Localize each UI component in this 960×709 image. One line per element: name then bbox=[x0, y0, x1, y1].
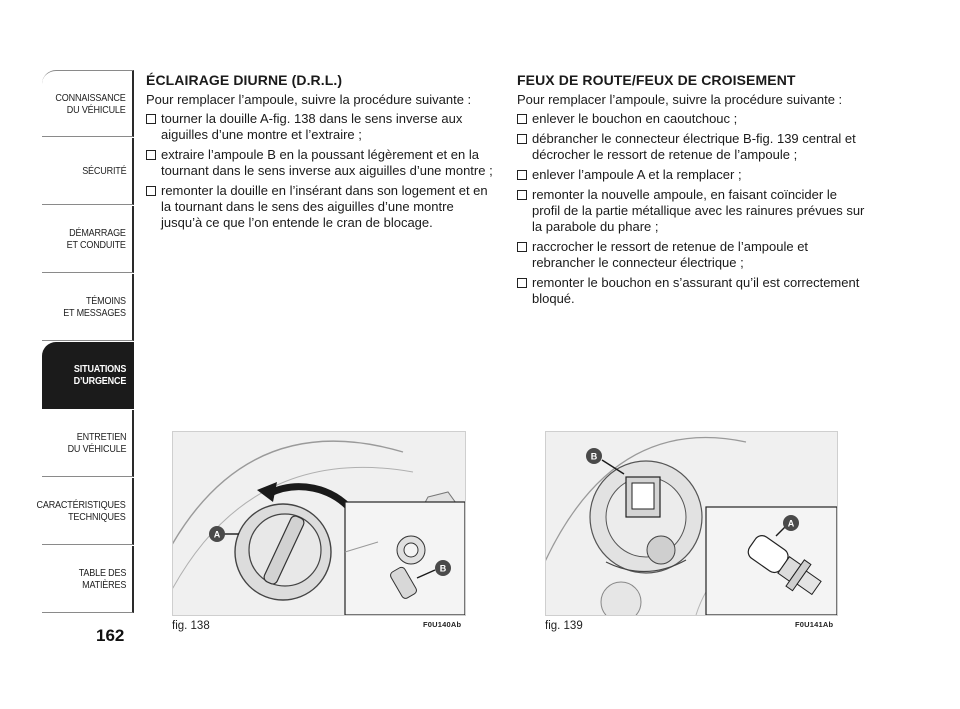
tab-situations-d-urgence[interactable] bbox=[42, 342, 134, 409]
figure-139-code: F0U141Ab bbox=[795, 620, 834, 629]
list-item: tourner la douille A-fig. 138 dans le sens inverse aux aiguilles d’une montre et l’extraire ; bbox=[146, 111, 496, 143]
right-section bbox=[517, 72, 867, 311]
tab-label: CARACTÉRISTIQUES TECHNIQUES bbox=[36, 499, 126, 523]
figure-139-illustration bbox=[545, 431, 838, 616]
tab-temoins-et-messages[interactable] bbox=[42, 274, 134, 341]
section-intro: Pour remplacer l’ampoule, suivre la procédure suivante : bbox=[146, 92, 472, 107]
tab-label: CONNAISSANCE DU VÉHICULE bbox=[55, 91, 126, 116]
tab-connaissance-du-vehicule[interactable] bbox=[42, 70, 134, 137]
figure-139-caption: fig. 139 bbox=[545, 620, 583, 632]
checkbox-bullet-icon bbox=[517, 134, 527, 144]
callout-a: A bbox=[213, 529, 221, 540]
tab-label: SÉCURITÉ bbox=[81, 165, 126, 177]
section-title: ÉCLAIRAGE DIURNE (D.R.L.) bbox=[146, 72, 343, 88]
checkbox-bullet-icon bbox=[146, 114, 156, 124]
callout-b: B bbox=[439, 563, 447, 574]
tab-securite[interactable] bbox=[42, 138, 134, 205]
figure-138-caption: fig. 138 bbox=[172, 620, 210, 632]
drl-socket-illustration bbox=[173, 432, 465, 615]
section-intro: Pour remplacer l’ampoule, suivre la procédure suivante : bbox=[517, 92, 843, 107]
list-item: extraire l’ampoule B en la poussant légèrement et en la tournant dans le sens inverse aux aiguilles d’une montre ; bbox=[146, 147, 496, 179]
checkbox-bullet-icon bbox=[517, 242, 527, 252]
tab-label: ENTRETIEN DU VÉHICULE bbox=[67, 431, 126, 455]
step-list bbox=[146, 111, 496, 231]
list-item: raccrocher le ressort de retenue de l’ampoule et rebrancher le connecteur électrique ; bbox=[517, 239, 867, 271]
callout-b: B bbox=[590, 451, 598, 462]
checkbox-bullet-icon bbox=[517, 114, 527, 124]
checkbox-bullet-icon bbox=[517, 170, 527, 180]
callout-a: A bbox=[787, 518, 795, 529]
tab-label: SITUATIONS D’URGENCE bbox=[73, 363, 126, 387]
list-item: enlever l’ampoule A et la remplacer ; bbox=[517, 167, 867, 183]
step-list bbox=[517, 111, 867, 307]
section-title: FEUX DE ROUTE/FEUX DE CROISEMENT bbox=[517, 72, 796, 88]
tab-label: TABLE DES MATIÈRES bbox=[78, 567, 126, 591]
tab-caracteristiques-techniques[interactable] bbox=[36, 478, 134, 545]
checkbox-bullet-icon bbox=[146, 186, 156, 196]
checkbox-bullet-icon bbox=[146, 150, 156, 160]
checkbox-bullet-icon bbox=[517, 278, 527, 288]
page-number: 162 bbox=[96, 626, 125, 645]
tab-table-des-matieres[interactable] bbox=[42, 546, 134, 613]
tab-entretien-du-vehicule[interactable] bbox=[42, 410, 134, 477]
chapter-sidebar bbox=[36, 70, 134, 614]
headlamp-bulb-illustration bbox=[546, 432, 837, 615]
tab-label: DÉMARRAGE ET CONDUITE bbox=[66, 227, 126, 251]
list-item: enlever le bouchon en caoutchouc ; bbox=[517, 111, 867, 127]
figure-138-illustration bbox=[172, 431, 466, 616]
list-item: débrancher le connecteur électrique B-fig. 139 central et décrocher le ressort de retenue de l’ampoule ; bbox=[517, 131, 867, 163]
list-item: remonter le bouchon en s’assurant qu’il est correctement bloqué. bbox=[517, 275, 867, 307]
tab-label: TÉMOINS ET MESSAGES bbox=[63, 295, 126, 319]
list-item: remonter la nouvelle ampoule, en faisant coïncider le profil de la partie métallique avec les rainures prévues sur la parabole du phare ; bbox=[517, 187, 867, 235]
list-item: remonter la douille en l’insérant dans son logement et en la tournant dans le sens des aiguilles d’une montre jusqu’à ce que l’on entende le cran de blocage. bbox=[146, 183, 496, 231]
figure-138-code: F0U140Ab bbox=[423, 620, 462, 629]
tab-demarrage-et-conduite[interactable] bbox=[42, 206, 134, 273]
checkbox-bullet-icon bbox=[517, 190, 527, 200]
left-section bbox=[146, 72, 496, 235]
